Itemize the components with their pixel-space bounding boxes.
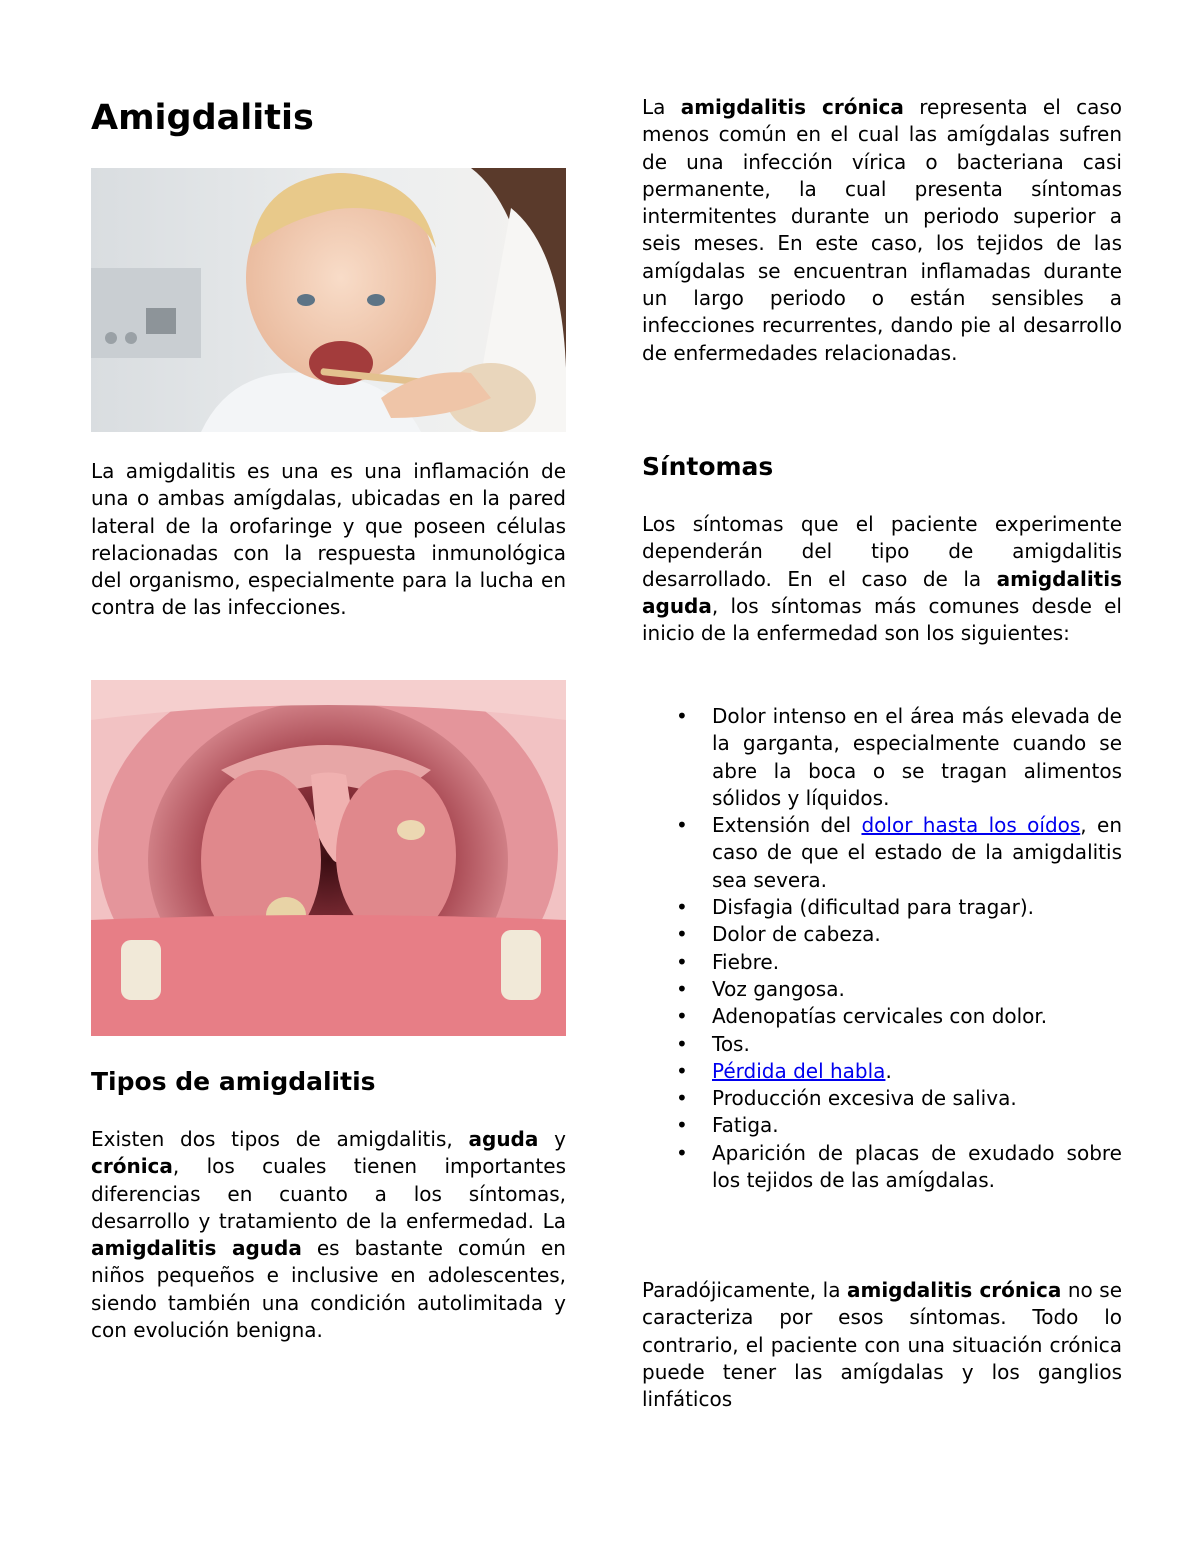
list-item: • Voz gangosa. [712, 976, 1122, 1003]
tipos-text-3: , los cuales tienen importantes diferencias en cuanto a los síntomas, desarrollo y tratamiento de la enfermedad. La [91, 1154, 566, 1233]
cronica-text-2: representa el caso menos común en el cual las amígdalas sufren de una infección vírica o bacteriana casi permanente, la cual presenta síntomas intermitentes durante un periodo superior a seis meses. En este caso, los tejidos de las amígdalas se encuentran inflamadas durante un largo periodo o están sensibles a infecciones recurrentes, dando pie al desarrollo de enfermedades relacionadas. [642, 95, 1122, 365]
list-item: • Producción excesiva de saliva. [712, 1085, 1122, 1112]
list-item: • Fatiga. [712, 1112, 1122, 1139]
list-item: • Dolor de cabeza. [712, 921, 1122, 948]
intro-paragraph: La amigdalitis es una es una inflamación de una o ambas amígdalas, ubicadas en la pared lateral de la orofaringe y que poseen células relacionadas con la respuesta inmunológica del organismo, especialmente para la lucha en contra de las infecciones. [91, 459, 566, 620]
paradojicamente-text-1: Paradójicamente, la [642, 1278, 847, 1302]
list-item: • Adenopatías cervicales con dolor. [712, 1003, 1122, 1030]
open-mouth-tonsils-photo [91, 680, 566, 1036]
tipos-bold-aguda: aguda [468, 1127, 539, 1151]
link-perdida-habla[interactable]: Pérdida del habla [712, 1058, 886, 1083]
paradojicamente-paragraph [642, 1277, 1122, 1413]
symptoms-list [642, 703, 1122, 1194]
sintomas-bold-aguda: amigdalitis aguda [642, 566, 1122, 618]
tipos-bold-amigdalitis-aguda: amigdalitis aguda [91, 1236, 302, 1261]
list-item: • Fiebre. [712, 949, 1122, 976]
paradojicamente-bold: amigdalitis crónica [846, 1278, 1062, 1302]
sintomas-text-2: , los síntomas más comunes desde el inicio de la enfermedad son los siguientes: [642, 593, 1122, 646]
sintomas-text-1: Los síntomas que el paciente experimente dependerán del tipo de amigdalitis desarrollado. En el caso de la [642, 512, 1122, 591]
sintomas-intro-paragraph [642, 511, 1122, 647]
list-item: • Tos. [712, 1031, 1122, 1058]
page-title: Amigdalitis [91, 98, 314, 138]
child-throat-exam-photo [91, 168, 566, 432]
tipos-text-2: y [538, 1127, 566, 1151]
tipos-heading: Tipos de amigdalitis [91, 1067, 376, 1096]
cronica-text-1: La [642, 95, 681, 119]
list-item [712, 1058, 1122, 1085]
list-item: • Aparición de placas de exudado sobre los tejidos de las amígdalas. [712, 1140, 1122, 1195]
list-item-text: , en caso de que el estado de la amigdalitis sea severa. [712, 813, 1122, 892]
tipos-paragraph [91, 1126, 566, 1344]
list-item-text: . [885, 1058, 892, 1083]
cronica-paragraph [642, 94, 1122, 367]
tipos-text-4: es bastante común en niños pequeños e inclusive en adolescentes, siendo también una condición autolimitada y con evolución benigna. [91, 1236, 566, 1343]
list-item: • Dolor intenso en el área más elevada de la garganta, especialmente cuando se abre la boca o se tragan alimentos sólidos y líquidos. [712, 703, 1122, 812]
list-item [712, 812, 1122, 894]
tipos-bold-cronica: crónica [91, 1154, 173, 1179]
sintomas-heading: Síntomas [642, 452, 774, 481]
cronica-bold: amigdalitis crónica [680, 95, 904, 119]
list-item: • Disfagia (dificultad para tragar). [712, 894, 1122, 921]
list-item-text: Extensión del [712, 813, 862, 838]
tipos-text-1: Existen dos tipos de amigdalitis, [91, 1127, 469, 1151]
paradojicamente-text-2: no se caracteriza por esos síntomas. Todo lo contrario, el paciente con una situación crónica puede tener las amígdalas y los ganglios linfáticos [642, 1278, 1123, 1412]
link-dolor-oidos[interactable]: dolor hasta los oídos [861, 813, 1081, 838]
